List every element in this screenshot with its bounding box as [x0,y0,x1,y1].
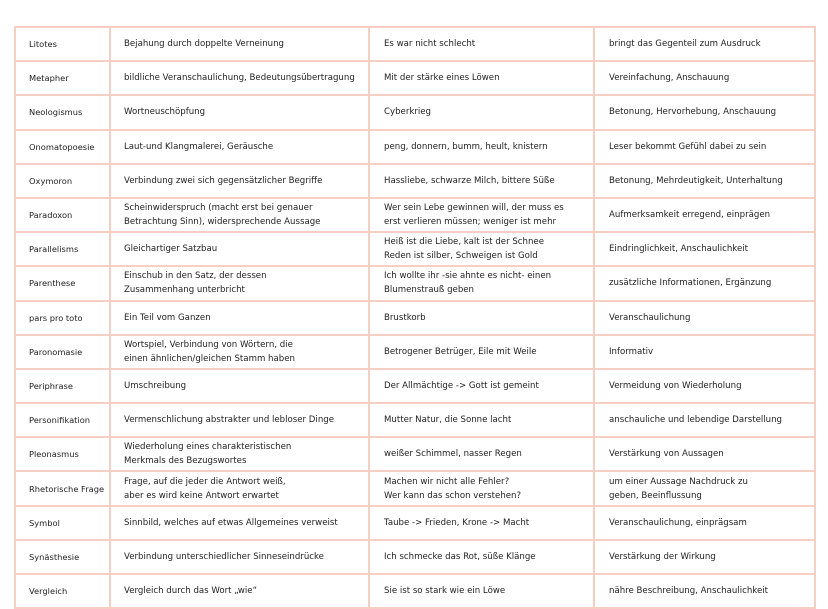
example-cell: Der Allmächtige -> Gott ist gemeint [369,369,594,403]
example-cell: Taube -> Frieden, Krone -> Macht [369,506,594,540]
table-row [15,540,815,574]
stylistic-devices-sheet [14,26,814,597]
term-cell: Symbol [15,506,110,540]
effect-cell: Verstärkung von Aussagen [594,437,815,471]
table-row [15,61,815,95]
table-body [15,27,815,608]
effect-cell: bringt das Gegenteil zum Ausdruck [594,27,815,61]
example-cell: Heiß ist die Liebe, kalt ist der Schnee Reden ist silber, Schweigen ist Gold [369,232,594,266]
example-cell: Ich schmecke das Rot, süße Klänge [369,540,594,574]
term-cell: Oxymoron [15,164,110,198]
term-cell: Vergleich [15,574,110,608]
table-row [15,266,815,300]
definition-cell: Laut-und Klangmalerei, Geräusche [110,130,369,164]
term-cell: Periphrase [15,369,110,403]
definition-cell: Wortspiel, Verbindung von Wörtern, die einen ähnlichen/gleichen Stamm haben [110,335,369,369]
example-cell: Sie ist so stark wie ein Löwe [369,574,594,608]
table-row [15,198,815,232]
effect-cell: Vermeidung von Wiederholung [594,369,815,403]
definition-cell: Vermenschlichung abstrakter und lebloser Dinge [110,403,369,437]
effect-cell: Informativ [594,335,815,369]
effect-cell: nähre Beschreibung, Anschaulichkeit [594,574,815,608]
effect-cell: um einer Aussage Nachdruck zu geben, Beeinflussung [594,471,815,505]
effect-cell: Vereinfachung, Anschauung [594,61,815,95]
definition-cell: Scheinwiderspruch (macht erst bei genauer Betrachtung Sinn), widersprechende Aussage [110,198,369,232]
example-cell: Mit der stärke eines Löwen [369,61,594,95]
table-row [15,335,815,369]
table-row [15,95,815,129]
term-cell: Paronomasie [15,335,110,369]
term-cell: Onomatopoesie [15,130,110,164]
table-row [15,369,815,403]
table-row [15,403,815,437]
effect-cell: Verstärkung der Wirkung [594,540,815,574]
definition-cell: Frage, auf die jeder die Antwort weiß, aber es wird keine Antwort erwartet [110,471,369,505]
example-cell: Betrogener Betrüger, Eile mit Weile [369,335,594,369]
example-cell: peng, donnern, bumm, heult, knistern [369,130,594,164]
table-row [15,437,815,471]
term-cell: Synästhesie [15,540,110,574]
table-row [15,27,815,61]
term-cell: Pleonasmus [15,437,110,471]
effect-cell: Veranschaulichung [594,301,815,335]
definition-cell: Wiederholung eines charakteristischen Merkmals des Bezugswortes [110,437,369,471]
table-row [15,164,815,198]
example-cell: weißer Schimmel, nasser Regen [369,437,594,471]
definition-cell: Bejahung durch doppelte Verneinung [110,27,369,61]
stylistic-devices-table [14,26,816,609]
effect-cell: Betonung, Hervorhebung, Anschauung [594,95,815,129]
example-cell: Es war nicht schlecht [369,27,594,61]
table-row [15,232,815,266]
example-cell: Wer sein Lebe gewinnen will, der muss es erst verlieren müssen; weniger ist mehr [369,198,594,232]
table-row [15,506,815,540]
table-row [15,130,815,164]
definition-cell: Ein Teil vom Ganzen [110,301,369,335]
term-cell: Parenthese [15,266,110,300]
definition-cell: Umschreibung [110,369,369,403]
term-cell: Rhetorische Frage [15,471,110,505]
example-cell: Ich wollte ihr -sie ahnte es nicht- einen Blumenstrauß geben [369,266,594,300]
effect-cell: anschauliche und lebendige Darstellung [594,403,815,437]
definition-cell: Vergleich durch das Wort „wie“ [110,574,369,608]
effect-cell: Aufmerksamkeit erregend, einprägen [594,198,815,232]
definition-cell: Wortneuschöpfung [110,95,369,129]
example-cell: Hassliebe, schwarze Milch, bittere Süße [369,164,594,198]
definition-cell: Einschub in den Satz, der dessen Zusammenhang unterbricht [110,266,369,300]
effect-cell: Betonung, Mehrdeutigkeit, Unterhaltung [594,164,815,198]
example-cell: Cyberkrieg [369,95,594,129]
term-cell: Personifikation [15,403,110,437]
example-cell: Machen wir nicht alle Fehler? Wer kann das schon verstehen? [369,471,594,505]
effect-cell: Leser bekommt Gefühl dabei zu sein [594,130,815,164]
term-cell: Paradoxon [15,198,110,232]
example-cell: Mutter Natur, die Sonne lacht [369,403,594,437]
definition-cell: Verbindung zwei sich gegensätzlicher Begriffe [110,164,369,198]
term-cell: Neologismus [15,95,110,129]
effect-cell: zusätzliche Informationen, Ergänzung [594,266,815,300]
table-row [15,301,815,335]
definition-cell: bildliche Veranschaulichung, Bedeutungsübertragung [110,61,369,95]
effect-cell: Eindringlichkeit, Anschaulichkeit [594,232,815,266]
example-cell: Brustkorb [369,301,594,335]
table-row [15,471,815,505]
table-row [15,574,815,608]
definition-cell: Gleichartiger Satzbau [110,232,369,266]
term-cell: Parallelisms [15,232,110,266]
effect-cell: Veranschaulichung, einprägsam [594,506,815,540]
term-cell: Litotes [15,27,110,61]
term-cell: pars pro toto [15,301,110,335]
definition-cell: Verbindung unterschiedlicher Sinneseindrücke [110,540,369,574]
definition-cell: Sinnbild, welches auf etwas Allgemeines verweist [110,506,369,540]
term-cell: Metapher [15,61,110,95]
